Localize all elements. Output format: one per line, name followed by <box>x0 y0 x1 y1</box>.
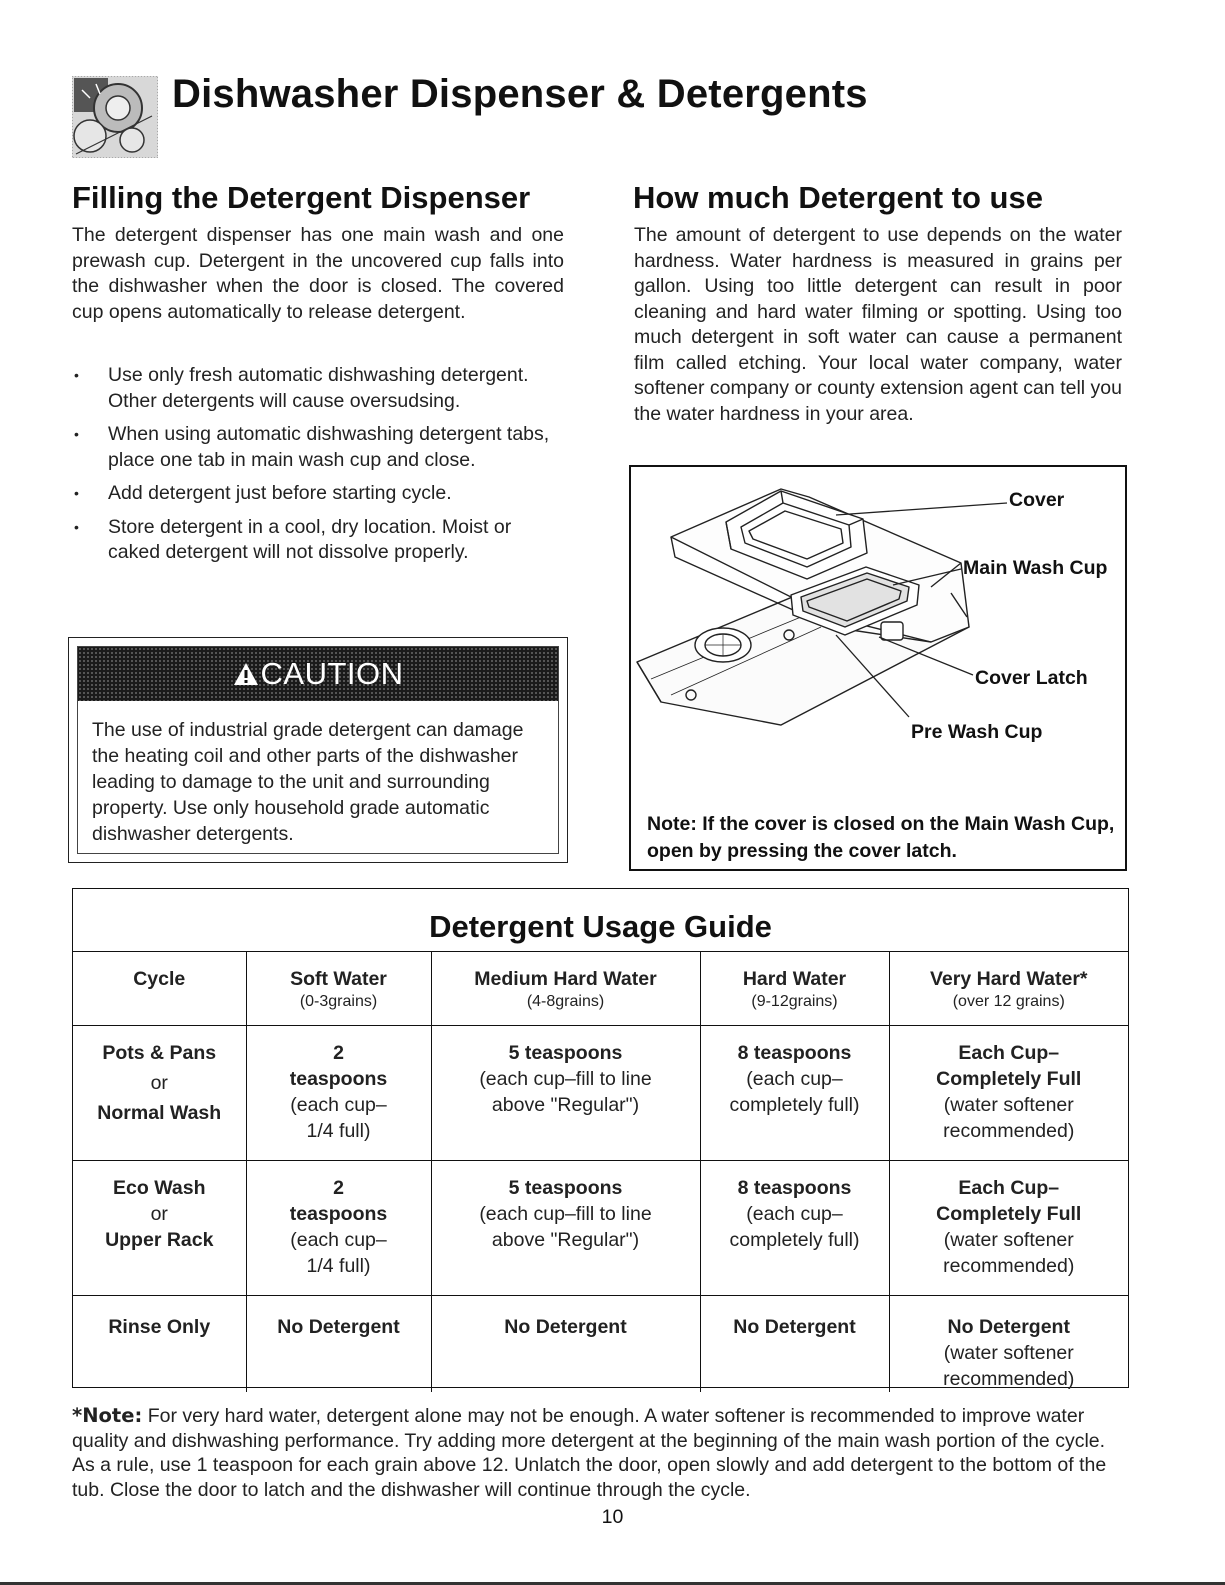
header-cell: Very Hard Water* (over 12 grains) <box>889 952 1128 1026</box>
guide-title: Detergent Usage Guide <box>429 909 772 944</box>
cycle-cell: Eco Wash or Upper Rack <box>73 1161 246 1296</box>
header-cell: Cycle <box>73 952 246 1026</box>
table-cell: 8 teaspoons (each cup– completely full) <box>700 1026 889 1161</box>
bullet-list <box>72 363 568 574</box>
right-intro-text: The amount of detergent to use depends on the water hardness. Water hardness is measured in grains per gallon. Using too little detergent can result in poor cleaning and hard water filming or spotting. Using too much detergent in soft water can cause a permanent film called etching. Your local water company, water softener company or county extension agent can tell you the water hardness in your area. <box>634 224 1122 425</box>
table-cell: 2 teaspoons (each cup– 1/4 full) <box>246 1026 431 1161</box>
caution-label: CAUTION <box>260 656 404 691</box>
dispenser-figure <box>629 465 1127 871</box>
footer-note <box>72 1404 1132 1502</box>
left-intro <box>72 223 564 325</box>
table-cell: No Detergent (water softener recommended) <box>889 1296 1128 1393</box>
dispenser-illustration <box>631 467 1125 797</box>
label-cover-latch: Cover Latch <box>975 667 1088 689</box>
table-cell: 2 teaspoons (each cup– 1/4 full) <box>246 1161 431 1296</box>
table-cell: 8 teaspoons (each cup– completely full) <box>700 1161 889 1296</box>
table-row <box>73 1296 1128 1393</box>
note-text: For very hard water, detergent alone may not be enough. A water softener is recommended to improve water quality and dishwashing performance. Try adding more detergent at the beginning of the main wash portion of the cycle. As a rule, use 1 teaspoon for each grain above 12. Unlatch the door, open slowly and add detergent to the bottom of the tub. Close the door to latch and the dishwasher will continue through the cycle. <box>72 1405 1107 1501</box>
figure-note: Note: If the cover is closed on the Main Wash Cup, open by pressing the cover latch. <box>647 813 1115 862</box>
header-cell: Soft Water (0-3grains) <box>246 952 431 1026</box>
table-header-row <box>73 952 1128 1026</box>
table-cell: 5 teaspoons (each cup–fill to line above "Regular") <box>431 1161 700 1296</box>
header-cell: Medium Hard Water (4-8grains) <box>431 952 700 1026</box>
caution-banner <box>78 647 558 701</box>
label-main-wash-cup: Main Wash Cup <box>963 557 1108 579</box>
list-item: • When using automatic dishwashing detergent tabs, place one tab in main wash cup and close. <box>72 422 568 473</box>
table-cell: 5 teaspoons (each cup–fill to line above "Regular") <box>431 1026 700 1161</box>
table-cell: Each Cup– Completely Full (water softener recommended) <box>889 1026 1128 1161</box>
detergent-usage-guide <box>72 888 1129 1388</box>
list-item: • Add detergent just before starting cycle. <box>72 481 568 507</box>
page-title: Dishwasher Dispenser & Detergents <box>172 72 868 116</box>
cycle-cell: Rinse Only <box>73 1296 246 1393</box>
cycle-cell: Pots & Pans or Normal Wash <box>73 1026 246 1161</box>
dishwasher-icon <box>72 76 158 158</box>
table-cell: No Detergent <box>246 1296 431 1393</box>
right-heading: How much Detergent to use <box>633 180 1043 215</box>
label-pre-wash-cup: Pre Wash Cup <box>911 721 1043 743</box>
list-item: • Store detergent in a cool, dry location. Moist or caked detergent will not dissolve properly. <box>72 515 568 566</box>
table-cell: No Detergent <box>700 1296 889 1393</box>
header-cell: Hard Water (9-12grains) <box>700 952 889 1026</box>
table-cell: No Detergent <box>431 1296 700 1393</box>
table-row <box>73 1026 1128 1161</box>
left-heading: Filling the Detergent Dispenser <box>72 180 531 215</box>
note-label: *Note: <box>72 1404 143 1427</box>
left-intro-text: The detergent dispenser has one main wash and one prewash cup. Detergent in the uncovered cup falls into the dishwasher when the door is closed. The covered cup opens automatically to release detergent. <box>72 224 564 323</box>
warning-icon <box>233 662 259 686</box>
table-cell: Each Cup– Completely Full (water softener recommended) <box>889 1161 1128 1296</box>
page-number: 10 <box>601 1506 624 1528</box>
table-row <box>73 1161 1128 1296</box>
usage-table <box>73 951 1128 1392</box>
label-cover: Cover <box>1009 489 1065 511</box>
caution-box <box>68 637 568 863</box>
caution-text: The use of industrial grade detergent can damage the heating coil and other parts of the dishwasher leading to damage to the unit and surrounding property. Use only household grade automatic dishwasher detergents. <box>92 719 524 845</box>
list-item: • Use only fresh automatic dishwashing detergent. Other detergents will cause oversudsing. <box>72 363 568 414</box>
right-intro <box>634 223 1122 427</box>
